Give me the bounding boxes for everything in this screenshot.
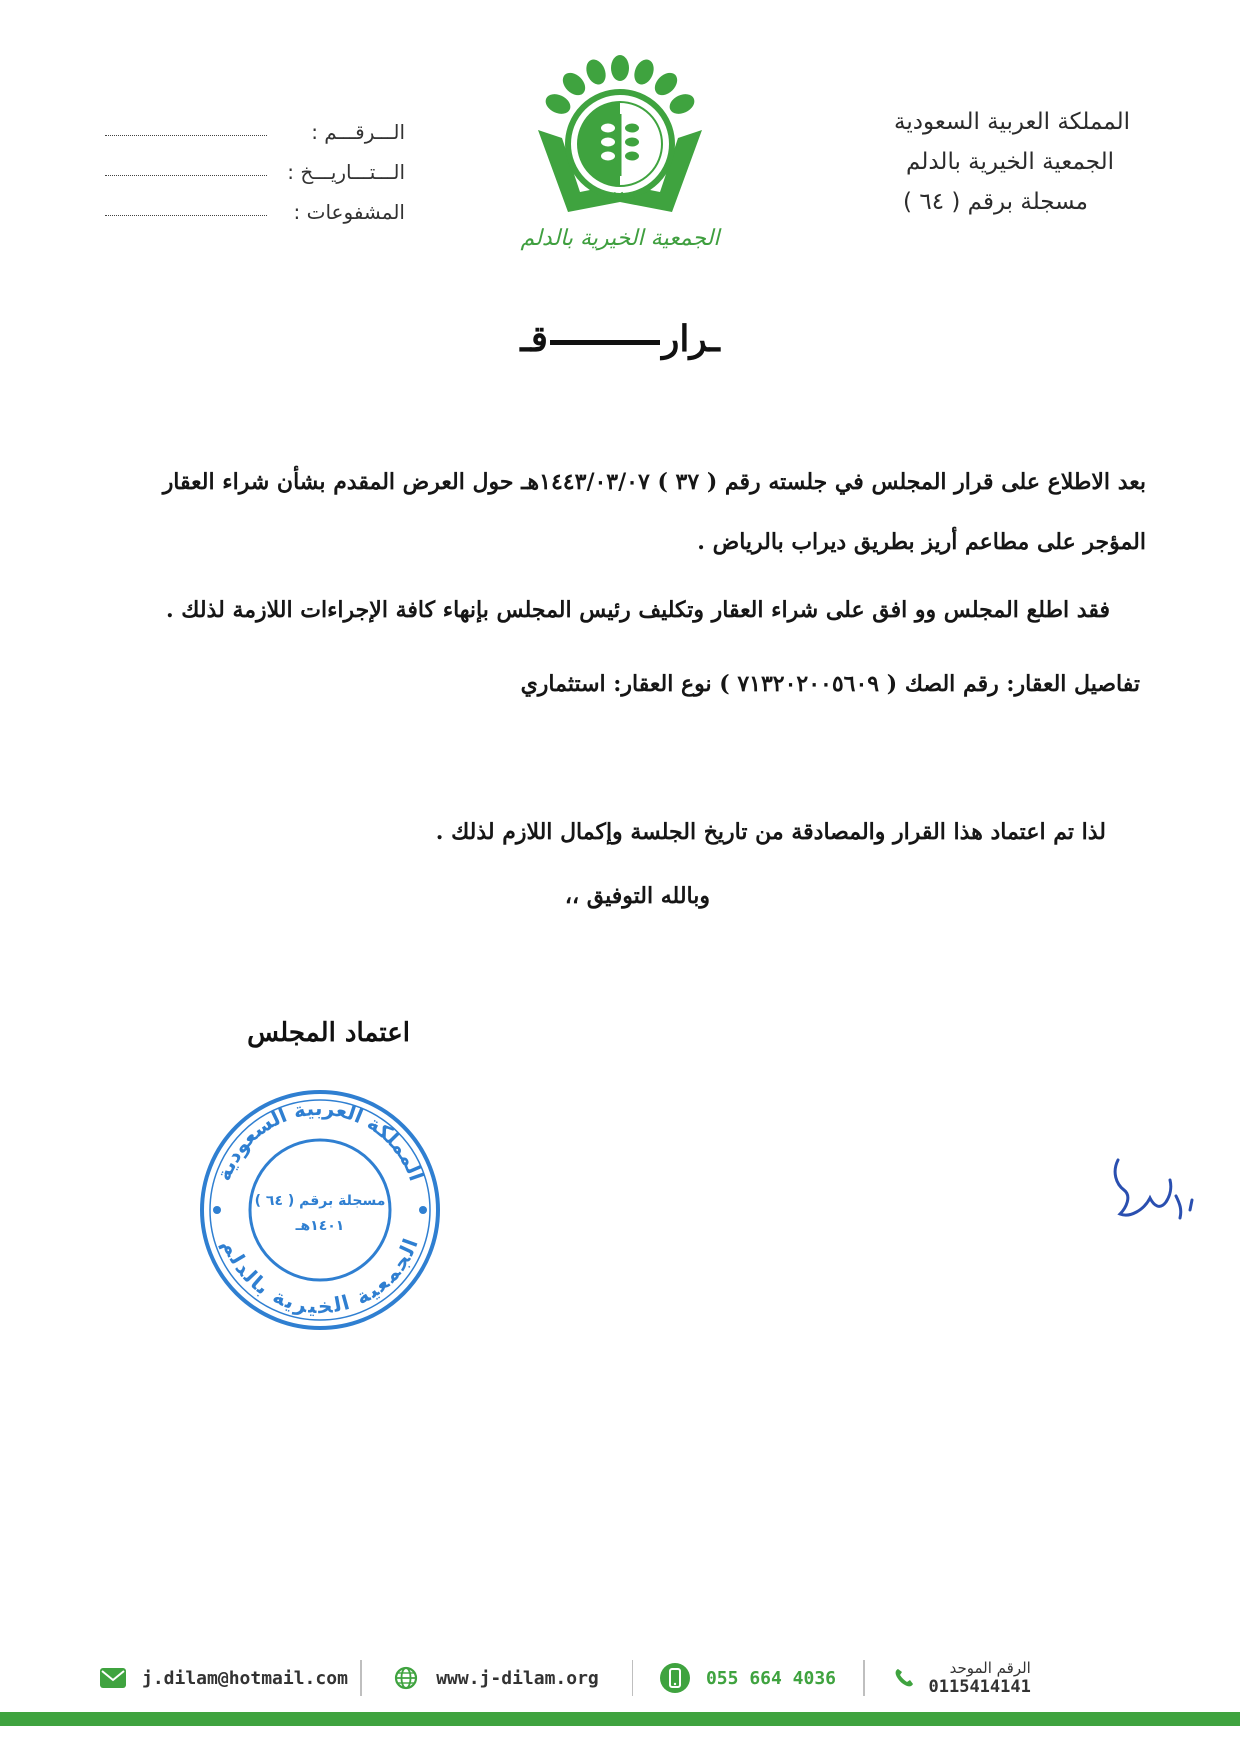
mobile-phone-icon: [660, 1661, 690, 1695]
reference-fields: [105, 104, 405, 224]
field-attachments-line: [105, 193, 267, 216]
logo-script-text: الجمعية الخيرية بالدلم: [520, 226, 720, 251]
field-attachments: [105, 184, 405, 224]
field-attachments-label: المشفوعات :: [293, 200, 405, 224]
footer-email: [100, 1668, 360, 1689]
stamp-outer-bottom: الجمعية الخيرية بالدلم: [217, 1235, 423, 1319]
body-paragraph-1: بعد الاطلاع على قرار المجلس في جلسته رقم ( ٣٧ ) ١٤٤٣/٠٣/٠٧هـ حول العرض المقدم بشأن شراء العقار المؤجر على مطاعم أريز بطريق ديراب بالرياض .: [162, 469, 1146, 555]
footer-website-text: www.j-dilam.org: [436, 1667, 599, 1689]
footer-unified-text: 0115414141: [928, 1677, 1031, 1697]
property-details: تفاصيل العقار: رقم الصك ( ٧١٣٢٠٢٠٠٥٦٠٩ ) نوع العقار: استثماري: [520, 671, 1140, 697]
field-date-line: [105, 153, 267, 176]
title-kashida: [550, 340, 660, 345]
org-line-registration: مسجلة برقم ( ٦٤ ): [903, 189, 1088, 215]
globe-icon: [394, 1666, 418, 1690]
logo-year: ١٤٠١هـ: [603, 189, 637, 202]
title-end: قـ: [520, 318, 548, 360]
council-approval-label: اعتماد المجلس: [247, 1018, 410, 1048]
footer-unified-block: [929, 1659, 1031, 1697]
field-date: [105, 144, 405, 184]
footer-mobile-text: 055 664 4036: [705, 1667, 837, 1689]
stamp-outer-top: المملكة العربية السعودية: [211, 1095, 429, 1184]
title-start: ـرار: [661, 318, 720, 360]
closing-line: وبالله التوفيق ،،: [564, 883, 710, 909]
footer-email-text: j.dilam@hotmail.com: [142, 1667, 348, 1689]
field-date-label: الـــتـــاريـــخ :: [287, 160, 405, 184]
contact-footer: [100, 1652, 1150, 1704]
footer-mobile: [633, 1661, 863, 1695]
field-number-line: [105, 113, 267, 136]
phone-handset-icon: [893, 1667, 915, 1689]
stamp-inner-line1: مسجلة برقم ( ٦٤ ): [254, 1193, 386, 1209]
document-title: [0, 318, 1240, 360]
body-paragraph-2: فقد اطلع المجلس وو افق على شراء العقار وتكليف رئيس المجلس بإنهاء كافة الإجراءات اللازمة لذلك .: [165, 597, 1110, 623]
stamp-inner-line2: ١٤٠١هـ: [295, 1218, 345, 1234]
footer-unified-number: [865, 1659, 1133, 1697]
body-paragraph-approval: لذا تم اعتماد هذا القرار والمصادقة من تاريخ الجلسة وإكمال اللازم لذلك .: [435, 819, 1106, 845]
handwritten-signature: [1110, 1152, 1200, 1232]
field-number: [105, 104, 405, 144]
org-line-name: الجمعية الخيرية بالدلم: [906, 149, 1114, 175]
organization-header: [750, 102, 1130, 222]
footer-unified-label: الرقم الموحد: [949, 1659, 1031, 1677]
envelope-icon: [100, 1668, 126, 1688]
field-number-label: الـــرقـــم :: [311, 120, 405, 144]
footer-green-bar: [0, 1712, 1240, 1742]
org-line-country: المملكة العربية السعودية: [894, 109, 1130, 135]
official-stamp: [195, 1085, 445, 1335]
footer-website: [362, 1666, 632, 1690]
